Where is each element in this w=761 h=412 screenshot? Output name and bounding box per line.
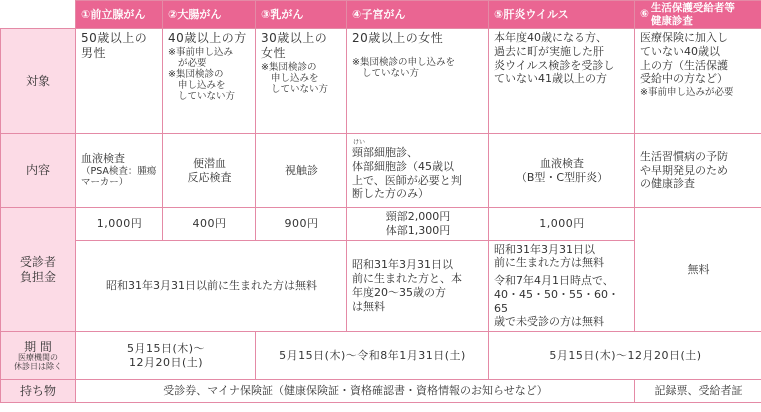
- fee-exemption-liver-line: 昭和31年3月31日以: [494, 242, 595, 256]
- content-colon-line: 便潜血: [193, 156, 226, 170]
- target-uterus-main: 20歳以上の女性: [352, 31, 444, 45]
- content-welfare-line: 生活習慣病の予防: [640, 149, 728, 163]
- target-liver-line: 本年度40歳になる方、: [494, 31, 607, 44]
- row-label-fee-line: 受診者: [19, 254, 56, 269]
- target-colon-note: していない方: [178, 90, 236, 102]
- header-welfare-line2: 生活保護受給者等: [650, 2, 735, 15]
- header-liver: ⑤肝炎ウイルス: [489, 1, 635, 29]
- target-breast: [256, 29, 347, 134]
- header-uterus: ④子宮がん: [347, 1, 489, 29]
- header-welfare-line3: 健康診査: [650, 14, 693, 27]
- fee-welfare: 無料: [635, 208, 761, 332]
- target-prostate-line: 50歳以上の: [81, 31, 148, 45]
- target-liver: [489, 29, 635, 134]
- target-welfare-note: ※事前申し込みが必要: [640, 87, 734, 98]
- fee-colon: 400円: [163, 208, 256, 241]
- fee-uterus-line: 体部1,300円: [385, 223, 451, 237]
- content-uterus-line: 断した方のみ）: [352, 187, 429, 201]
- fee-exemption-1-3: 昭和31年3月31日以前に生まれた方は無料: [76, 240, 347, 332]
- header-colon: ②大腸がん: [163, 1, 256, 29]
- fee-uterus: [347, 208, 489, 241]
- header-row: [1, 1, 761, 29]
- target-breast-line: 女性: [261, 46, 287, 60]
- content-breast: 視触診: [256, 134, 347, 208]
- row-label-period: [1, 332, 76, 380]
- content-prostate-line: マーカー）: [81, 177, 129, 189]
- row-content: [1, 134, 761, 208]
- period-1-2-line: 5月15日(木)～: [126, 341, 206, 355]
- target-breast-note: 申し込みを: [271, 72, 319, 84]
- target-welfare-line: 上の方（生活保護: [640, 58, 728, 72]
- content-liver-line: （B型・C型肝炎）: [515, 170, 609, 184]
- target-uterus-note: していない方: [362, 67, 420, 79]
- target-breast-line: 30歳以上の: [261, 31, 328, 45]
- row-label-period-main: 期 間: [24, 339, 52, 354]
- row-target: [1, 29, 761, 134]
- target-breast-note: していない方: [271, 83, 329, 95]
- header-welfare: [635, 1, 761, 29]
- content-uterus: [347, 134, 489, 208]
- items-welfare: 記録票、受給者証: [635, 380, 761, 403]
- target-colon-main: 40歳以上の方: [168, 31, 247, 45]
- fee-exemption-liver-line: 歳で未受診の方は無料: [494, 315, 604, 329]
- target-colon-note: 申し込みを: [178, 79, 226, 91]
- target-welfare: [635, 29, 761, 134]
- fee-exemption-uterus-line: 昭和31年3月31日以: [352, 258, 453, 272]
- target-welfare-line: ていない40歳以: [640, 44, 720, 58]
- row-period: [1, 332, 761, 380]
- target-welfare-line: 受給中の方など）: [640, 72, 728, 86]
- row-label-period-note: 医療機関の: [18, 352, 58, 362]
- row-label-content: 内容: [1, 134, 76, 208]
- fee-exemption-uterus-line: 前に生まれた方と、本: [352, 272, 462, 285]
- target-uterus: [347, 29, 489, 134]
- content-uterus-line: 上で、医師が必要と判: [352, 173, 462, 187]
- content-uterus-line: 体部細胞診（45歳以: [352, 159, 454, 173]
- row-items: [1, 380, 761, 403]
- content-liver: [489, 134, 635, 208]
- row-label-fee: [1, 208, 76, 332]
- row-fee: [1, 208, 761, 241]
- row-label-target: 対象: [1, 29, 76, 134]
- fee-liver: 1,000円: [489, 208, 635, 241]
- period-1-2: [76, 332, 256, 380]
- content-prostate-line: （PSA検査：腫瘍: [81, 165, 157, 177]
- fee-exemption-liver-line: 40・45・50・55・60・65: [494, 287, 619, 315]
- corner-cell: [1, 1, 76, 29]
- content-welfare-line: の健康診査: [640, 177, 695, 191]
- fee-uterus-line: 頸部2,000円: [385, 210, 451, 223]
- target-colon: [163, 29, 256, 134]
- content-uterus-ruby: けい: [353, 139, 366, 146]
- content-liver-line: 血液検査: [540, 156, 584, 170]
- fee-exemption-uterus: [347, 240, 489, 332]
- period-1-2-line: 12月20日(土): [128, 355, 204, 369]
- content-colon: [163, 134, 256, 208]
- target-breast-note: ※集団検診の: [261, 62, 317, 73]
- row-label-period-note: 休診日は除く: [14, 361, 62, 371]
- content-prostate: [76, 134, 163, 208]
- target-uterus-note: ※集団検診の申し込みを: [352, 57, 455, 68]
- content-uterus-line: 頸部細胞診、: [352, 146, 418, 159]
- target-prostate-line: 男性: [81, 46, 107, 60]
- fee-exemption-liver-line: 令和7年4月1日時点で、: [494, 274, 614, 287]
- header-prostate: ①前立腺がん: [76, 1, 163, 29]
- row-label-items: 持ち物: [1, 380, 76, 403]
- target-welfare-line: 医療保険に加入し: [640, 31, 728, 44]
- content-welfare: [635, 134, 761, 208]
- row-label-fee-line: 負担金: [19, 269, 56, 284]
- target-colon-note: ※事前申し込み: [168, 47, 233, 58]
- target-liver-line: 過去に町が実施した肝: [494, 44, 604, 58]
- target-liver-line: 炎ウイルス検診を受診し: [494, 58, 615, 72]
- content-prostate-line: 血液検査: [81, 151, 125, 165]
- target-colon-note: ※集団検診の: [168, 68, 224, 80]
- target-colon-note: が必要: [178, 57, 207, 69]
- content-welfare-line: や早期発見のため: [640, 163, 728, 177]
- header-welfare-number: ⑥: [640, 8, 649, 21]
- fee-exemption-uterus-line: は無料: [352, 299, 385, 313]
- header-breast: ③乳がん: [256, 1, 347, 29]
- items-main: 受診券、マイナ保険証（健康保険証・資格確認書・資格情報のお知らせなど）: [76, 380, 635, 403]
- target-prostate: [76, 29, 163, 134]
- fee-exemption-uterus-line: 年度20～35歳の方: [352, 285, 446, 299]
- fee-exemption-liver-line: 前に生まれた方は無料: [494, 256, 604, 270]
- fee-breast: 900円: [256, 208, 347, 241]
- target-liver-line: ていない41歳以上の方: [494, 72, 607, 86]
- fee-prostate: 1,000円: [76, 208, 163, 241]
- fee-exemption-liver: [489, 240, 635, 332]
- content-colon-line: 反応検査: [187, 170, 232, 184]
- period-5-6: 5月15日(木)～12月20日(土): [489, 332, 761, 380]
- period-3-4: 5月15日(木)～令和8年1月31日(土): [256, 332, 489, 380]
